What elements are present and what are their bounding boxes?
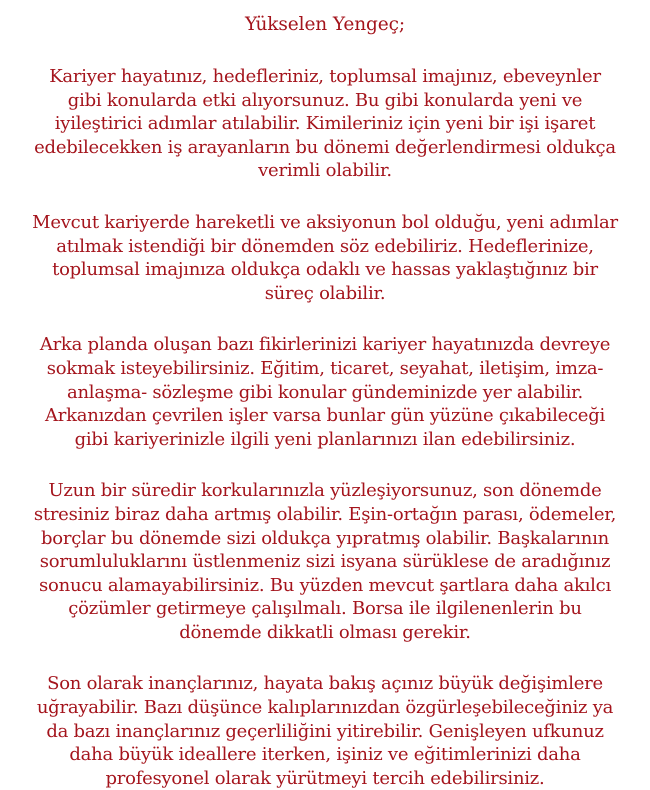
paragraph-1 [14,65,636,183]
document-body [14,65,636,790]
paragraph-line: süreç olabilir. [264,282,386,304]
paragraph-5 [14,672,636,790]
paragraph-line: gibi konularda etki alıyorsunuz. Bu gibi konularda yeni ve [67,89,583,111]
paragraph-line: sokmak isteyebilirsiniz. Eğitim, ticaret, seyahat, iletişim, imza- [46,357,604,379]
paragraph-line: Uzun bir süredir korkularınızla yüzleşiyorsunuz, son dönemde [48,480,602,502]
paragraph-line: gibi kariyerinizle ilgili yeni planlarınızı ilan edebilirsiniz. [74,428,576,450]
paragraph-line: profesyonel olarak yürütmeyi tercih edebilirsiniz. [105,767,545,789]
paragraph-line: Arka planda oluşan bazı fikirlerinizi kariyer hayatınızda devreye [39,334,611,356]
paragraph-2 [14,211,636,305]
paragraph-line: Kariyer hayatınız, hedefleriniz, toplumsal imajınız, ebeveynler [49,66,601,87]
paragraph-line: toplumsal imajınıza oldukça odaklı ve hassas yaklaştığınız bir [52,259,598,281]
paragraph-line: Arkanızdan çevrilen işler varsa bunlar gün yüzüne çıkabileceği [45,405,605,427]
paragraph-4 [14,479,636,644]
paragraph-line: anlaşma- sözleşme gibi konular gündeminizde yer alabilir. [66,381,584,403]
paragraph-line: verimli olabilir. [258,160,392,182]
paragraph-line: edebilecekken iş arayanların bu dönemi değerlendirmesi oldukça [34,136,616,158]
paragraph-line: atılmak istendiği bir dönemden söz edebiliriz. Hedeflerinize, [56,235,594,257]
paragraph-line: sonucu alamayabilirsiniz. Bu yüzden mevcut şartlara daha akılcı [39,574,611,596]
paragraph-line: uğrayabilir. Bazı düşünce kalıplarınızdan özgürleşebileceğiniz ya [36,697,614,719]
document-title: Yükselen Yengeç; [244,14,406,35]
paragraph-line: iyileştirici adımlar atılabilir. Kimileriniz için yeni bir işi işaret [54,113,596,135]
paragraph-line: dönemde dikkatli olması gerekir. [179,621,471,643]
paragraph-line: stresiniz biraz daha artmış olabilir. Eşin-ortağın parası, ödemeler, [33,503,617,525]
paragraph-line: borçlar bu dönemde sizi oldukça yıpratmış olabilir. Başkalarının [41,527,609,549]
paragraph-line: sorumluluklarını üstlenmeniz sizi isyana sürüklese de aradığınız [39,551,611,573]
paragraph-3 [14,333,636,451]
paragraph-line: daha büyük ideallere iterken, işiniz ve eğitimlerinizi daha [69,744,581,766]
paragraph-line: çözümler getirmeye çalışılmalı. Borsa ile ilgilenenlerin bu [68,598,582,620]
paragraph-line: da bazı inançlarınız geçerliliğini yitirebilir. Genişleyen ufkunuz [46,720,604,742]
paragraph-line: Mevcut kariyerde hareketli ve aksiyonun bol olduğu, yeni adımlar [32,211,618,233]
paragraph-line: Son olarak inançlarınız, hayata bakış açınız büyük değişimlere [47,673,603,695]
